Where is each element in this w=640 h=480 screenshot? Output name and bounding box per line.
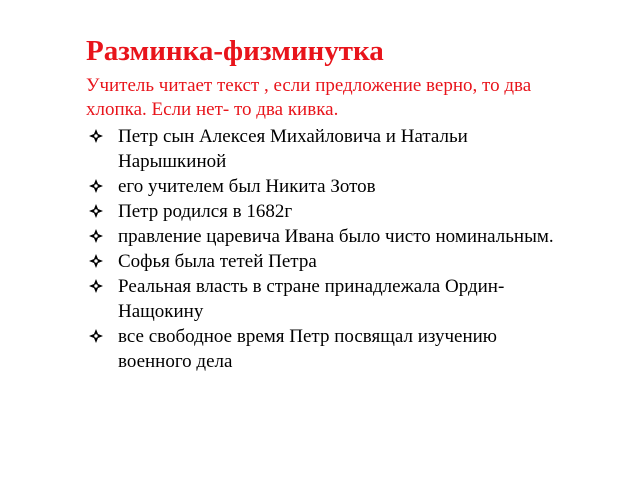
diamond-bullet-icon: [89, 129, 103, 143]
list-item-text: Петр родился в 1682г: [118, 201, 293, 222]
list-item: [86, 224, 556, 249]
diamond-bullet-icon: [89, 229, 103, 243]
list-item: [86, 124, 556, 174]
list-item-text: все свободное время Петр посвящал изучению военного дела: [118, 326, 497, 372]
list-item: [86, 274, 556, 324]
slide-subtitle: Учитель читает текст , если предложение верно, то два хлопка. Если нет- то два кивка.: [86, 75, 532, 120]
list-item: [86, 324, 556, 374]
list-item-text: правление царевича Ивана было чисто номинальным.: [118, 226, 554, 247]
list-item: [86, 199, 556, 224]
diamond-bullet-icon: [89, 279, 103, 293]
diamond-bullet-icon: [89, 179, 103, 193]
list-item-text: его учителем был Никита Зотов: [118, 176, 376, 197]
list-item-text: Реальная власть в стране принадлежала Ордин-Нащокину: [118, 276, 505, 322]
diamond-bullet-icon: [89, 254, 103, 268]
list-item-text: Софья была тетей Петра: [118, 251, 317, 272]
diamond-bullet-icon: [89, 204, 103, 218]
list-item: [86, 174, 556, 199]
diamond-bullet-icon: [89, 329, 103, 343]
slide-title: Разминка-физминутка: [86, 35, 384, 67]
list-item-text: Петр сын Алексея Михайловича и Натальи Нарышкиной: [118, 126, 468, 172]
list-item: [86, 249, 556, 274]
bullet-list: [86, 124, 556, 374]
